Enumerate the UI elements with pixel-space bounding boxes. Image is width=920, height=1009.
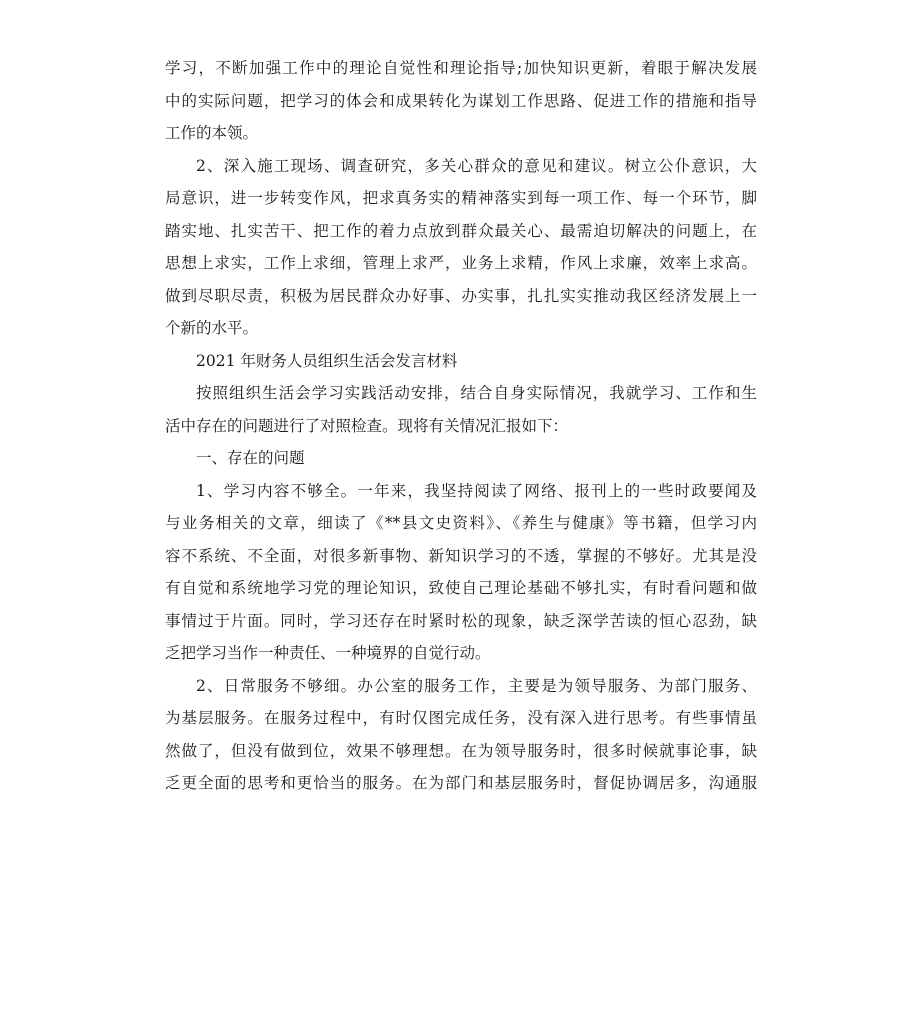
paragraph-4 xyxy=(165,475,757,670)
section-title xyxy=(165,345,757,378)
paragraph-2 xyxy=(165,150,757,345)
text-line: 事情过于片面。同时，学习还存在时紧时松的现象，缺乏深学苦读的恒心忍劲，缺 xyxy=(165,611,757,630)
text-line: 为基层服务。在服务过程中，有时仅图完成任务，没有深入进行思考。有些事情虽 xyxy=(165,709,757,727)
paragraph-1 xyxy=(165,52,757,150)
text-line: 有自觉和系统地学习党的理论知识，致使自己理论基础不够扎实，有时看问题和做 xyxy=(165,579,757,597)
text-line: 踏实地、扎实苦干、把工作的着力点放到群众最关心、最需迫切解决的问题上，在 xyxy=(165,221,757,240)
section-heading xyxy=(165,442,757,475)
text-line: 一、存在的问题 xyxy=(196,449,305,467)
text-line: 1、学习内容不够全。一年来，我坚持阅读了网络、报刊上的一些时政要闻及 xyxy=(196,481,757,500)
paragraph-3 xyxy=(165,377,757,442)
text-line: 学习，不断加强工作中的理论自觉性和理论指导;加快知识更新，着眼于解决发展 xyxy=(165,59,757,77)
text-line: 思想上求实，工作上求细，管理上求严，业务上求精，作风上求廉，效率上求高。 xyxy=(165,254,757,272)
text-line: 2、日常服务不够细。办公室的服务工作，主要是为领导服务、为部门服务、 xyxy=(196,676,757,695)
text-line: 按照组织生活会学习实践活动安排，结合自身实际情况，我就学习、工作和生 xyxy=(196,384,757,402)
text-line: 2021 年财务人员组织生活会发言材料 xyxy=(196,351,458,370)
text-line: 乏把学习当作一种责任、一种境界的自觉行动。 xyxy=(165,644,491,662)
text-line: 局意识，进一步转变作风，把求真务实的精神落实到每一项工作、每一个环节，脚 xyxy=(165,189,757,207)
text-line: 活中存在的问题进行了对照检查。现将有关情况汇报如下： xyxy=(165,416,569,435)
text-line: 个新的水平。 xyxy=(165,319,259,337)
text-line: 与业务相关的文章，细读了《**县文史资料》、《养生与健康》等书籍，但学习内 xyxy=(165,514,757,532)
paragraph-5 xyxy=(165,670,757,800)
document-body xyxy=(165,52,757,800)
text-line: 乏更全面的思考和更恰当的服务。在为部门和基层服务时，督促协调居多，沟通服 xyxy=(165,774,757,792)
text-line: 然做了，但没有做到位，效果不够理想。在为领导服务时，很多时候就事论事，缺 xyxy=(165,741,757,760)
text-line: 2、深入施工现场、调查研究，多关心群众的意见和建议。树立公仆意识，大 xyxy=(196,156,757,175)
text-line: 中的实际问题，把学习的体会和成果转化为谋划工作思路、促进工作的措施和指导 xyxy=(165,91,757,110)
text-line: 工作的本领。 xyxy=(165,124,259,142)
text-line: 做到尽职尽责，积极为居民群众办好事、办实事，扎扎实实推动我区经济发展上一 xyxy=(165,286,757,305)
text-line: 容不系统、不全面，对很多新事物、新知识学习的不透，掌握的不够好。尤其是没 xyxy=(165,546,757,565)
